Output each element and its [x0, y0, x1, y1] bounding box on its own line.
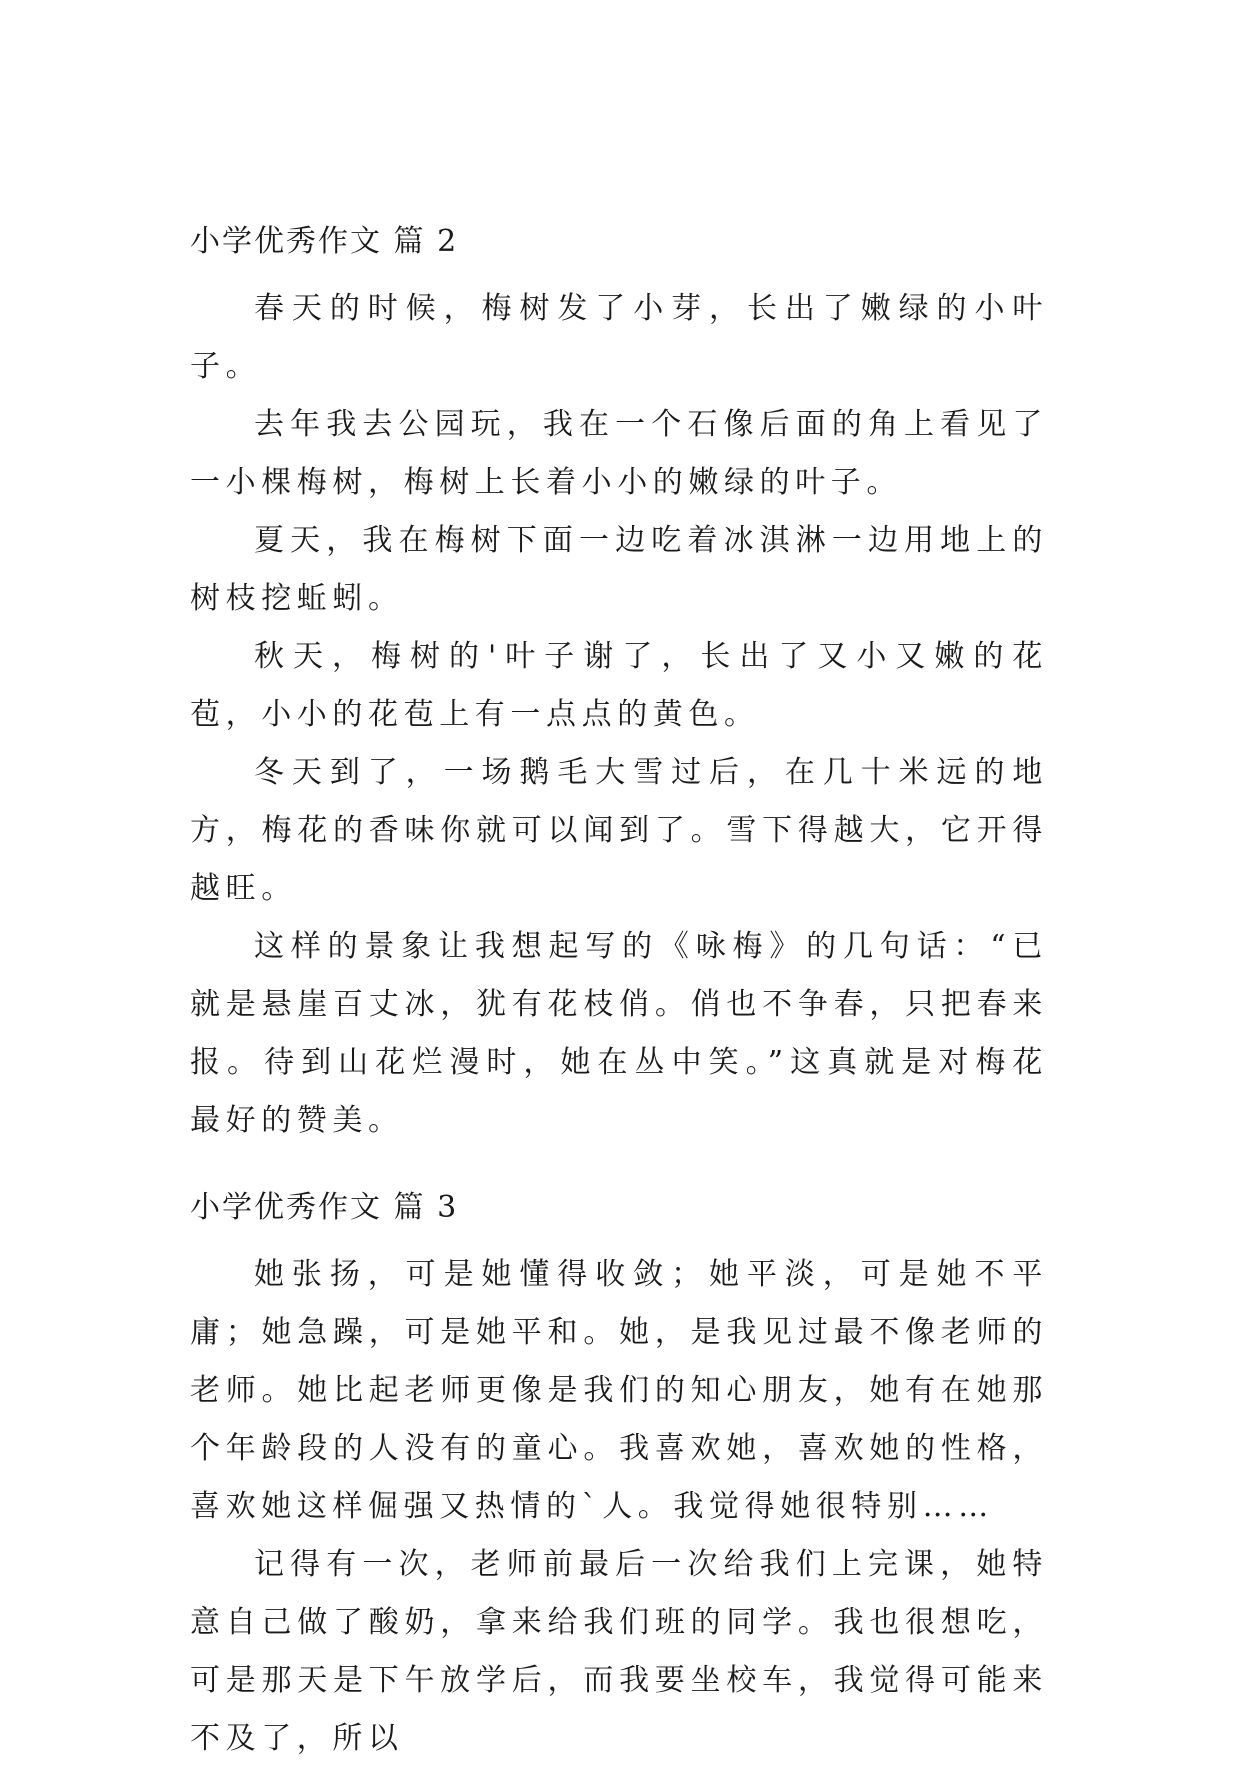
essay-section-3: [190, 1188, 1048, 1768]
paragraph: 夏天，我在梅树下面一边吃着冰淇淋一边用地上的树枝挖蚯蚓。: [190, 523, 1048, 616]
paragraph: 秋天，梅树的'叶子谢了，长出了又小又嫩的花苞，小小的花苞上有一点点的黄色。: [190, 639, 1048, 732]
paragraph: 冬天到了，一场鹅毛大雪过后，在几十米远的地方，梅花的香味你就可以闻到了。雪下得越大，它开得越旺。: [190, 755, 1048, 906]
essay-section-2: [190, 222, 1048, 1150]
paragraph: 她张扬，可是她懂得收敛；她平淡，可是她不平庸；她急躁，可是她平和。她，是我见过最不像老师的老师。她比起老师更像是我们的知心朋友，她有在她那个年龄段的人没有的童心。我喜欢她，喜欢她的性格，喜欢她这样倔强又热情的`人。我觉得她很特别……: [190, 1257, 1048, 1524]
paragraph: 去年我去公园玩，我在一个石像后面的角上看见了一小棵梅树，梅树上长着小小的嫩绿的叶子。: [190, 407, 1048, 500]
section-title: 小学优秀作文 篇 3: [190, 1190, 459, 1225]
paragraph: 春天的时候，梅树发了小芽，长出了嫩绿的小叶子。: [190, 291, 1048, 384]
paragraph: 这样的景象让我想起写的《咏梅》的几句话：“已就是悬崖百丈冰，犹有花枝俏。俏也不争春，只把春来报。待到山花烂漫时，她在丛中笑。”这真就是对梅花最好的赞美。: [190, 929, 1048, 1138]
section-title: 小学优秀作文 篇 2: [190, 224, 459, 259]
paragraph: 记得有一次，老师前最后一次给我们上完课，她特意自己做了酸奶，拿来给我们班的同学。我也很想吃，可是那天是下午放学后，而我要坐校车，我觉得可能来不及了，所以: [190, 1547, 1048, 1756]
document-body: [190, 222, 1048, 1768]
